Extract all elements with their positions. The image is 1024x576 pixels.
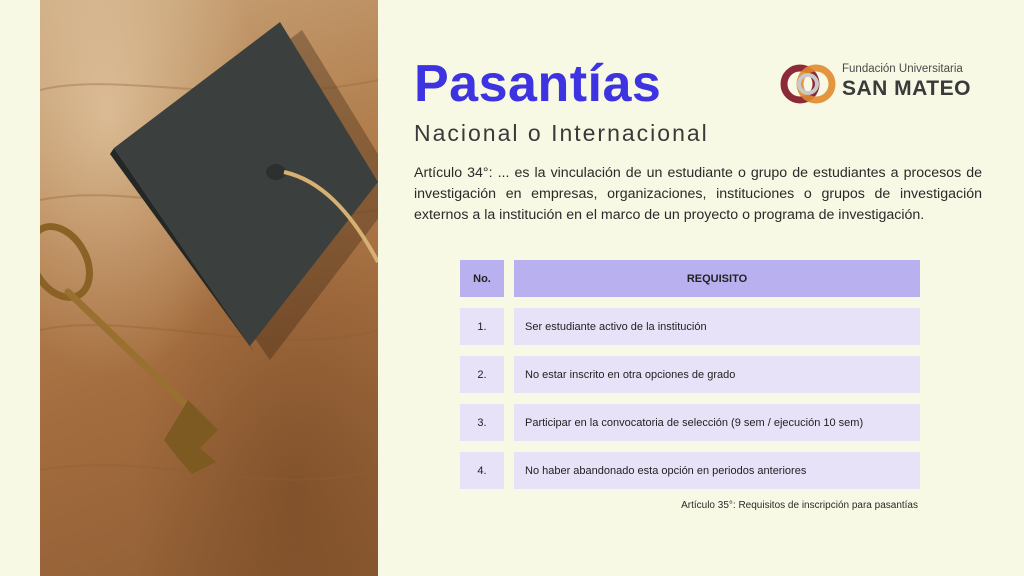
logo-line1: Fundación Universitaria bbox=[842, 63, 963, 75]
article-35-note: Artículo 35°: Requisitos de inscripción para pasantías bbox=[681, 500, 918, 511]
row-requirement: No estar inscrito en otra opciones de grado bbox=[514, 356, 920, 393]
row-requirement: Participar en la convocatoria de selección (9 sem / ejecución 10 sem) bbox=[514, 404, 920, 441]
header-requisito: REQUISITO bbox=[514, 260, 920, 297]
row-requirement: No haber abandonado esta opción en periodos anteriores bbox=[514, 452, 920, 489]
header-no: No. bbox=[460, 260, 504, 297]
row-number: 4. bbox=[460, 452, 504, 489]
article-34-text: Artículo 34°: ... es la vinculación de un estudiante o grupo de estudiantes a procesos de investigación en empresas, organizaciones, instituciones o grupos de investigación externos a la institución en el marco de un proyecto o programa de investigación. bbox=[414, 165, 982, 223]
row-number: 3. bbox=[460, 404, 504, 441]
graduation-cap-key-photo bbox=[40, 0, 378, 576]
row-number: 1. bbox=[460, 308, 504, 345]
table-row bbox=[460, 452, 920, 489]
table-row bbox=[460, 308, 920, 345]
row-requirement: Ser estudiante activo de la institución bbox=[514, 308, 920, 345]
page-subtitle: Nacional o Internacional bbox=[414, 120, 709, 146]
table-header-row bbox=[460, 260, 920, 297]
university-logo bbox=[780, 58, 980, 110]
table-row bbox=[460, 404, 920, 441]
logo-line2: SAN MATEO bbox=[842, 76, 971, 100]
table-row bbox=[460, 356, 920, 393]
row-number: 2. bbox=[460, 356, 504, 393]
page-title: Pasantías bbox=[414, 55, 662, 113]
logo-mark-icon bbox=[780, 58, 838, 110]
